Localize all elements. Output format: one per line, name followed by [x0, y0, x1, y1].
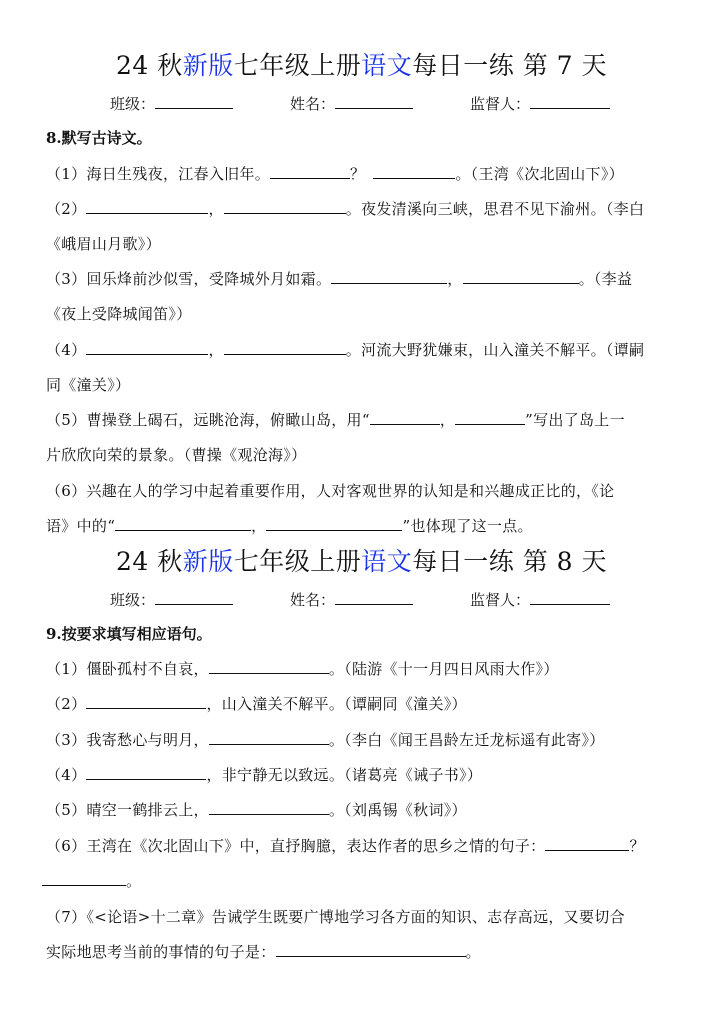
question-text: （5）晴空一鹤排云上，: [46, 801, 209, 819]
answer-blank[interactable]: [224, 340, 346, 355]
day7-section-heading: 8.默写古诗文。: [46, 129, 152, 147]
question-text: 语》中的“: [46, 517, 116, 535]
answer-blank[interactable]: [370, 410, 440, 425]
question-line: （7）《<论语>十二章》告诫学生既要广博地学习各方面的知识、志存高远，又要切合: [46, 908, 625, 926]
question-text: 。: [465, 943, 481, 961]
answer-blank[interactable]: [266, 516, 402, 531]
class-blank[interactable]: [155, 94, 233, 109]
question-text: ，非宁静无以致远。（诸葛亮《诫子书》）: [206, 766, 483, 784]
supervisor-blank[interactable]: [530, 590, 610, 605]
title-highlight: 新版: [182, 51, 234, 80]
question-text: ，: [208, 200, 224, 218]
question-line: [46, 658, 559, 679]
question-text: （5）曹操登上碣石，远眺沧海，俯瞰山岛，用“: [46, 411, 370, 429]
answer-blank[interactable]: [209, 659, 329, 674]
answer-blank[interactable]: [115, 516, 251, 531]
question-text: ，: [447, 270, 463, 288]
title-text: 24 秋: [115, 547, 183, 576]
name-field: [290, 589, 413, 610]
answer-blank[interactable]: [463, 269, 579, 284]
question-text: ”写出了岛上一: [525, 411, 625, 429]
question-text: （1）海日生残夜，江春入旧年。: [46, 165, 271, 183]
name-label: 姓名：: [290, 591, 336, 609]
question-text: 实际地思考当前的事情的句子是：: [46, 943, 276, 961]
question-line: （6）兴趣在人的学习中起着重要作用，人对客观世界的认知是和兴趣成正比的，《论: [46, 482, 615, 500]
name-blank[interactable]: [335, 94, 413, 109]
supervisor-blank[interactable]: [530, 94, 610, 109]
answer-blank[interactable]: [42, 871, 126, 886]
question-text: ，: [439, 411, 456, 429]
answer-blank[interactable]: [276, 942, 466, 957]
question-text: （2）: [46, 200, 87, 218]
question-line: [46, 799, 467, 820]
title-text: 七年级上册: [233, 547, 362, 576]
question-text: ，: [251, 517, 267, 535]
question-line: [46, 941, 481, 962]
supervisor-label: 监督人：: [470, 95, 531, 113]
title-highlight: 新版: [182, 547, 234, 576]
title-highlight: 语文: [361, 51, 413, 80]
answer-blank[interactable]: [545, 836, 629, 851]
name-blank[interactable]: [335, 590, 413, 605]
question-line: [46, 729, 605, 750]
question-text: （6）王湾在《次北固山下》中，直抒胸臆，表达作者的思乡之情的句子：: [46, 837, 546, 855]
question-text: ，山入潼关不解平。（谭嗣同《潼关》）: [206, 695, 467, 713]
answer-blank[interactable]: [270, 164, 350, 179]
question-text: （4）: [46, 341, 87, 359]
question-line: [46, 515, 533, 536]
question-text: ”也体现了这一点。: [402, 517, 533, 535]
question-text: ，: [208, 341, 224, 359]
answer-blank[interactable]: [209, 800, 329, 815]
question-text: 。（李益: [578, 270, 633, 288]
title-text: 每日一练 第 8 天: [412, 547, 608, 576]
class-label: 班级：: [110, 591, 156, 609]
answer-blank[interactable]: [86, 199, 208, 214]
supervisor-field: [470, 93, 610, 114]
question-line: [46, 163, 624, 184]
answer-blank[interactable]: [86, 694, 206, 709]
question-text: 。: [126, 872, 142, 890]
question-text: （2）: [46, 695, 87, 713]
name-field: [290, 93, 413, 114]
supervisor-field: [470, 589, 610, 610]
question-line: [46, 268, 632, 289]
day8-title: [0, 542, 723, 578]
answer-blank[interactable]: [455, 410, 525, 425]
question-text: 。河流大野犹嫌束，山入潼关不解平。（谭嗣: [345, 341, 645, 359]
answer-blank[interactable]: [209, 730, 329, 745]
answer-blank[interactable]: [86, 765, 206, 780]
question-line: 《夜上受降城闻笛》）: [46, 305, 192, 323]
question-line: 同《潼关》）: [46, 376, 131, 394]
answer-blank[interactable]: [224, 199, 346, 214]
answer-blank[interactable]: [86, 340, 208, 355]
title-text: 每日一练 第 7 天: [412, 51, 608, 80]
question-text: 。（刘禹锡《秋词》）: [328, 801, 467, 819]
question-line: 《峨眉山月歌》）: [46, 235, 161, 253]
question-text: （1）僵卧孤村不自哀，: [46, 660, 209, 678]
class-field: [110, 589, 233, 610]
question-text: ？: [350, 165, 366, 183]
question-text: （4）: [46, 766, 87, 784]
question-text: 。（陆游《十一月四日风雨大作》）: [328, 660, 559, 678]
day7-title: [0, 46, 723, 82]
title-highlight: 语文: [361, 547, 413, 576]
title-text: 24 秋: [115, 51, 183, 80]
question-line: [46, 339, 644, 360]
title-text: 七年级上册: [233, 51, 362, 80]
question-text: 。夜发清溪向三峡，思君不见下渝州。（李白: [345, 200, 645, 218]
class-label: 班级：: [110, 95, 156, 113]
question-text: （3）回乐烽前沙似雪，受降城外月如霜。: [46, 270, 332, 288]
question-line: [46, 870, 141, 891]
question-line: [46, 764, 482, 785]
supervisor-label: 监督人：: [470, 591, 531, 609]
question-line: [46, 835, 645, 856]
day8-section-heading: 9.按要求填写相应语句。: [46, 625, 212, 643]
question-text: 。（王湾《次北固山下》）: [455, 165, 624, 183]
question-line: [46, 409, 625, 430]
question-text: ？: [629, 837, 645, 855]
question-text: （3）我寄愁心与明月，: [46, 731, 209, 749]
question-line: 片欣欣向荣的景象。（曹操《观沧海》）: [46, 446, 307, 464]
answer-blank[interactable]: [331, 269, 447, 284]
name-label: 姓名：: [290, 95, 336, 113]
question-text: 。（李白《闻王昌龄左迁龙标遥有此寄》）: [328, 731, 605, 749]
class-field: [110, 93, 233, 114]
question-line: [46, 693, 467, 714]
class-blank[interactable]: [155, 590, 233, 605]
answer-blank[interactable]: [373, 164, 455, 179]
question-line: [46, 198, 644, 219]
